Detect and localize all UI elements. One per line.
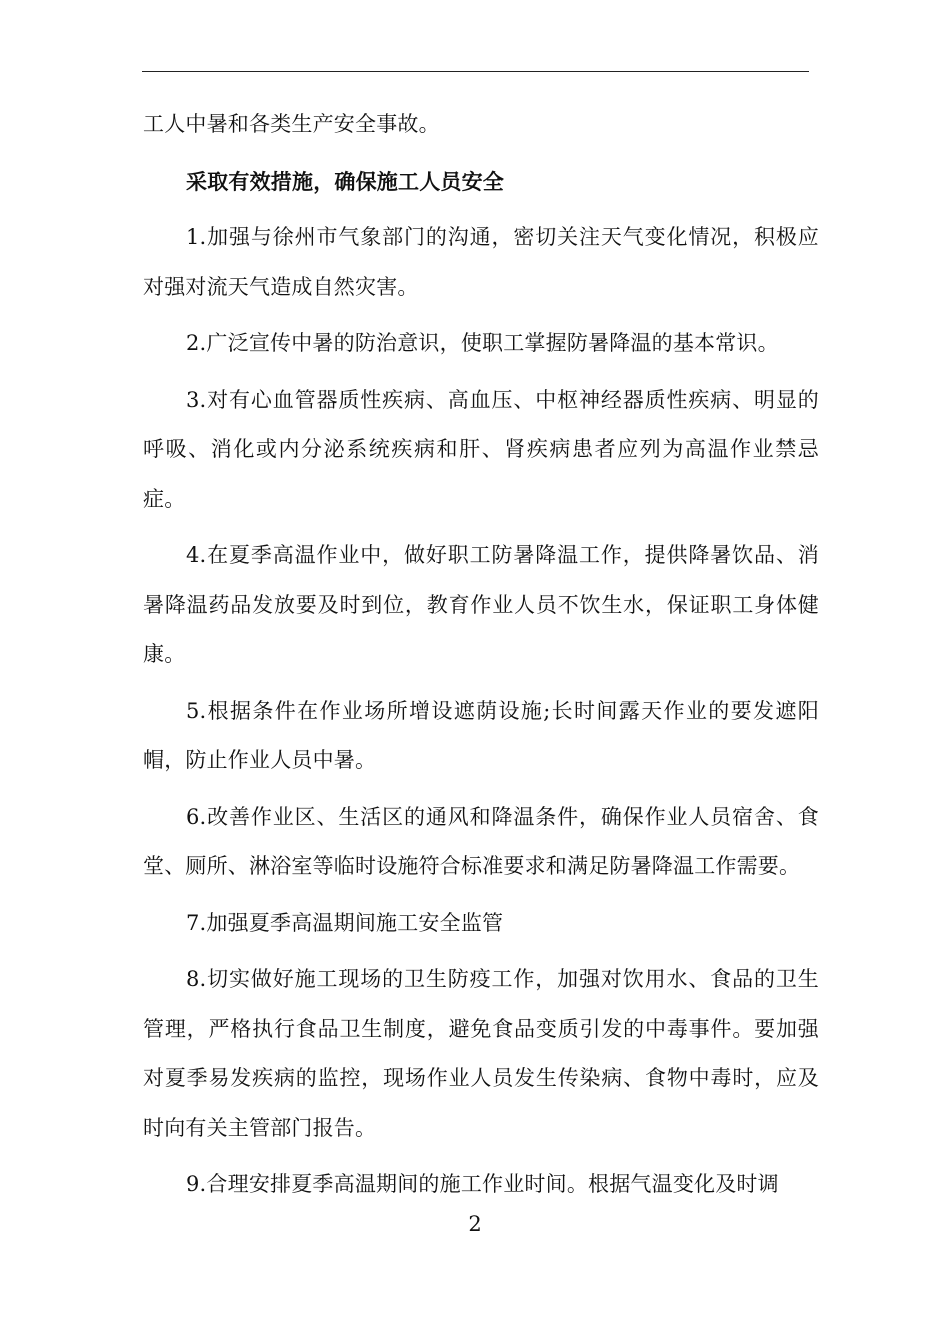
list-item: 1.加强与徐州市气象部门的沟通，密切关注天气变化情况，积极应对强对流天气造成自然灾害。 [143, 225, 819, 299]
list-item: 8.切实做好施工现场的卫生防疫工作，加强对饮用水、食品的卫生管理，严格执行食品卫生制度，避免食品变质引发的中毒事件。要加强对夏季易发疾病的监控，现场作业人员发生传染病、食物中毒时，应及时向有关主管部门报告。 [143, 967, 819, 1140]
list-item: 3.对有心血管器质性疾病、高血压、中枢神经器质性疾病、明显的呼吸、消化或内分泌系统疾病和肝、肾疾病患者应列为高温作业禁忌症。 [143, 387, 819, 511]
list-item: 6.改善作业区、生活区的通风和降温条件，确保作业人员宿舍、食堂、厕所、淋浴室等临时设施符合标准要求和满足防暑降温工作需要。 [143, 804, 819, 878]
continuation-paragraph: 工人中暑和各类生产安全事故。 [143, 112, 440, 136]
list-item: 7.加强夏季高温期间施工安全监管 [186, 910, 504, 935]
header-rule [142, 71, 809, 72]
list-item: 2.广泛宣传中暑的防治意识，使职工掌握防暑降温的基本常识。 [186, 331, 779, 355]
page-number: 2 [468, 1212, 482, 1236]
section-heading: 采取有效措施，确保施工人员安全 [186, 168, 504, 194]
document-body [143, 100, 819, 1210]
list-item: 5.根据条件在作业场所增设遮荫设施;长时间露天作业的要发遮阳帽，防止作业人员中暑。 [143, 698, 819, 772]
list-item: 4.在夏季高温作业中，做好职工防暑降温工作，提供降暑饮品、消暑降温药品发放要及时到位，教育作业人员不饮生水，保证职工身体健康。 [143, 543, 819, 666]
list-item: 9.合理安排夏季高温期间的施工作业时间。根据气温变化及时调 [186, 1172, 779, 1196]
